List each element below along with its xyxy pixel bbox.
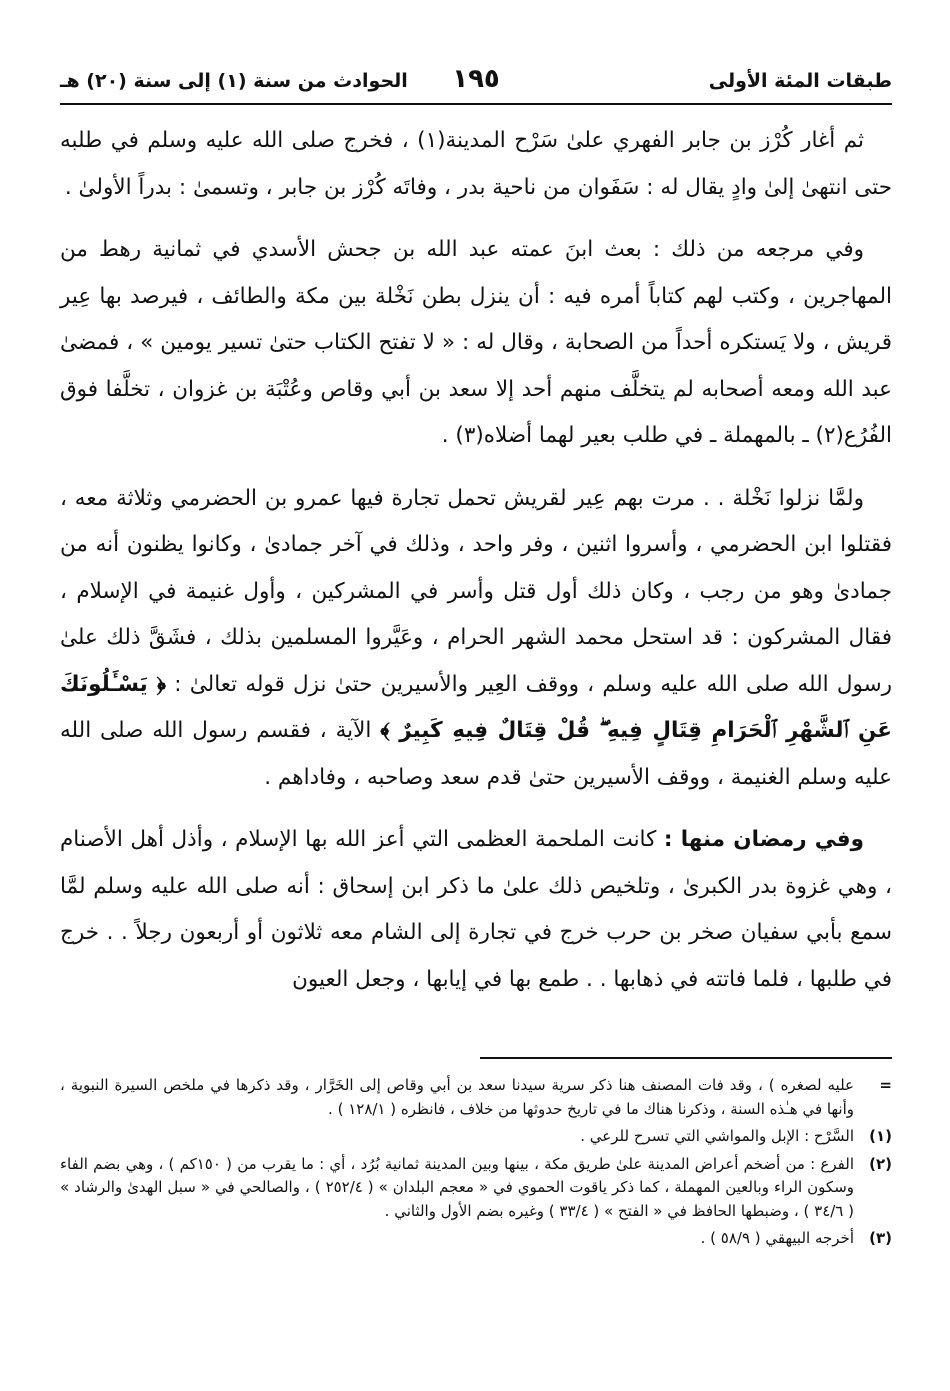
- footnote-text: عليه لصغره ) ، وقد فات المصنف هنا ذكر سرية سيدنا سعد بن أبي وقاص إلى الخَرَّار ، وقد ذكرها في ملخص السيرة النبوية ، وأنها في هـٰذه السنة ، وذكرنا هناك ما في تاريخ حدوثها من خلاف ، فانظره ( ١٢٨/١ ) .: [60, 1076, 854, 1118]
- header-divider: [60, 103, 892, 105]
- footnote-marker: (٣): [869, 1229, 892, 1247]
- paragraph-ramadan-badr: [60, 817, 892, 1003]
- footnote-2: [60, 1153, 892, 1224]
- section-title: الحوادث من سنة (١) إلى سنة (٢٠) هـ: [60, 70, 408, 92]
- footnote-1: [60, 1125, 892, 1149]
- paragraph-badr-text: كانت الملحمة العظمى التي أعز الله بها الإسلام ، وأذل أهل الأصنام ، وهي غزوة بدر الكبرىٰ ، وتلخيص ذلك علىٰ ما ذكر ابن إسحاق : أنه صلى الله عليه وسلم لمَّا سمع بأبي سفيان صخر بن حرب خرج في تجارة إلى الشام معه ثلاثون أو أربعون رجلاً . . خرج في طلبها ، فلما فاتته في ذهابها . . طمع بها في إيابها ، وجعل العيون: [60, 827, 892, 992]
- footnote-text: أخرجه البيهقي ( ٥٨/٩ ) .: [700, 1229, 854, 1247]
- quran-verse: ﴿ يَسْـَٔلُونَكَ عَنِ ٱلشَّهْرِ ٱلْحَرَامِ قِتَالٍ فِيهِ ۖ قُلْ قِتَالٌ فِيهِ كَبِيرٌ ﴾: [60, 671, 892, 743]
- footnote-marker: (١): [869, 1127, 892, 1145]
- footnote-marker: =: [879, 1076, 892, 1094]
- running-header: [60, 64, 892, 104]
- footnote-divider: [480, 1057, 892, 1059]
- paragraph-nakhla-events: [60, 476, 892, 802]
- footnote-3: [60, 1227, 892, 1251]
- paragraph-nakhla-text: ولمَّا نزلوا نَخْلة . . مرت بهم عِير لقريش تحمل تجارة فيها عمرو بن الحضرمي وثلاثة معه ، فقتلوا ابن الحضرمي ، وأسروا اثنين ، وفر واحد ، وذلك في آخر جمادىٰ ، وكانوا يظنون أنه من جمادىٰ وهو من رجب ، وكان ذلك أول قتل وأسر في المشركين ، وأول غنيمة في الإسلام ، فقال المشركون : قد استحل محمد الشهر الحرام ، وعَيَّروا المسلمين بذلك ، فشَقَّ ذلك علىٰ رسول الله صلى الله عليه وسلم ، ووقف العِير والأسيرين حتىٰ نزل قوله تعالىٰ :: [60, 485, 892, 697]
- footnote-marker: (٢): [869, 1154, 892, 1173]
- paragraph-karz-raid: ثم أغار كُرْز بن جابر الفهري علىٰ سَرْح المدينة(١) ، فخرج صلى الله عليه وسلم في طلبه حتى انتهىٰ إلىٰ وادٍ يقال له : سَفَوان من ناحية بدر ، وفاتَه كُرْز بن جابر ، وتسمىٰ : بدراً الأولىٰ .: [60, 128, 892, 200]
- footnote-continued: [60, 1074, 892, 1121]
- paragraph-nakhla-conclusion: الآية ، فقسم رسول الله صلى الله عليه وسلم الغنيمة ، ووقف الأسيرين حتىٰ قدم سعد وصاحبه ، وفاداهم .: [60, 718, 892, 790]
- page-number: ١٩٥: [452, 64, 500, 94]
- book-title: طبقات المئة الأولى: [708, 70, 892, 92]
- footnote-text: الفرع : من أضخم أعراض المدينة علىٰ طريق مكة ، بينها وبين المدينة ثمانية بُرُد ، أي : ما يقرب من ( ١٥٠كم ) ، وهي بضم الفاء وسكون الراء وبالعين المهملة ، كما ذكر ياقوت الحموي في « معجم البلدان » ( ٢٥٢/٤ ) ، والصالحي في « سبل الهدىٰ والرشاد » ( ٣٤/٦ ) ، وضبطها الحافظ في « الفتح » ( ٣٣/٤ ) وغيره بضم الأول والثاني .: [60, 1154, 855, 1220]
- footnote-text: السَّرْح : الإبل والمواشي التي تسرح للرعي .: [580, 1127, 854, 1145]
- section-lead: وفي رمضان منها :: [663, 827, 864, 852]
- paragraph-nakhla-expedition: وفي مرجعه من ذلك : بعث ابنَ عمته عبد الله بن جحش الأسدي في ثمانية رهط من المهاجرين ، وكتب لهم كتاباً أمره فيه : أن ينزل بطن نَخْلة بين مكة والطائف ، فيرصد بها عِير قريش ، ولا يَستكره أحداً من الصحابة ، وقال له : « لا تفتح الكتاب حتىٰ تسير يومين » ، فمضىٰ عبد الله ومعه أصحابه لم يتخلَّف منهم أحد إلا سعد بن أبي وقاص وعُتْبَة بن غزوان ، تخلَّفا فوق الفُرُع(٢) ـ بالمهملة ـ في طلب بعير لهما أضلاه(٣) .: [60, 237, 892, 448]
- main-text: [60, 118, 892, 1019]
- footnotes: [60, 1074, 892, 1255]
